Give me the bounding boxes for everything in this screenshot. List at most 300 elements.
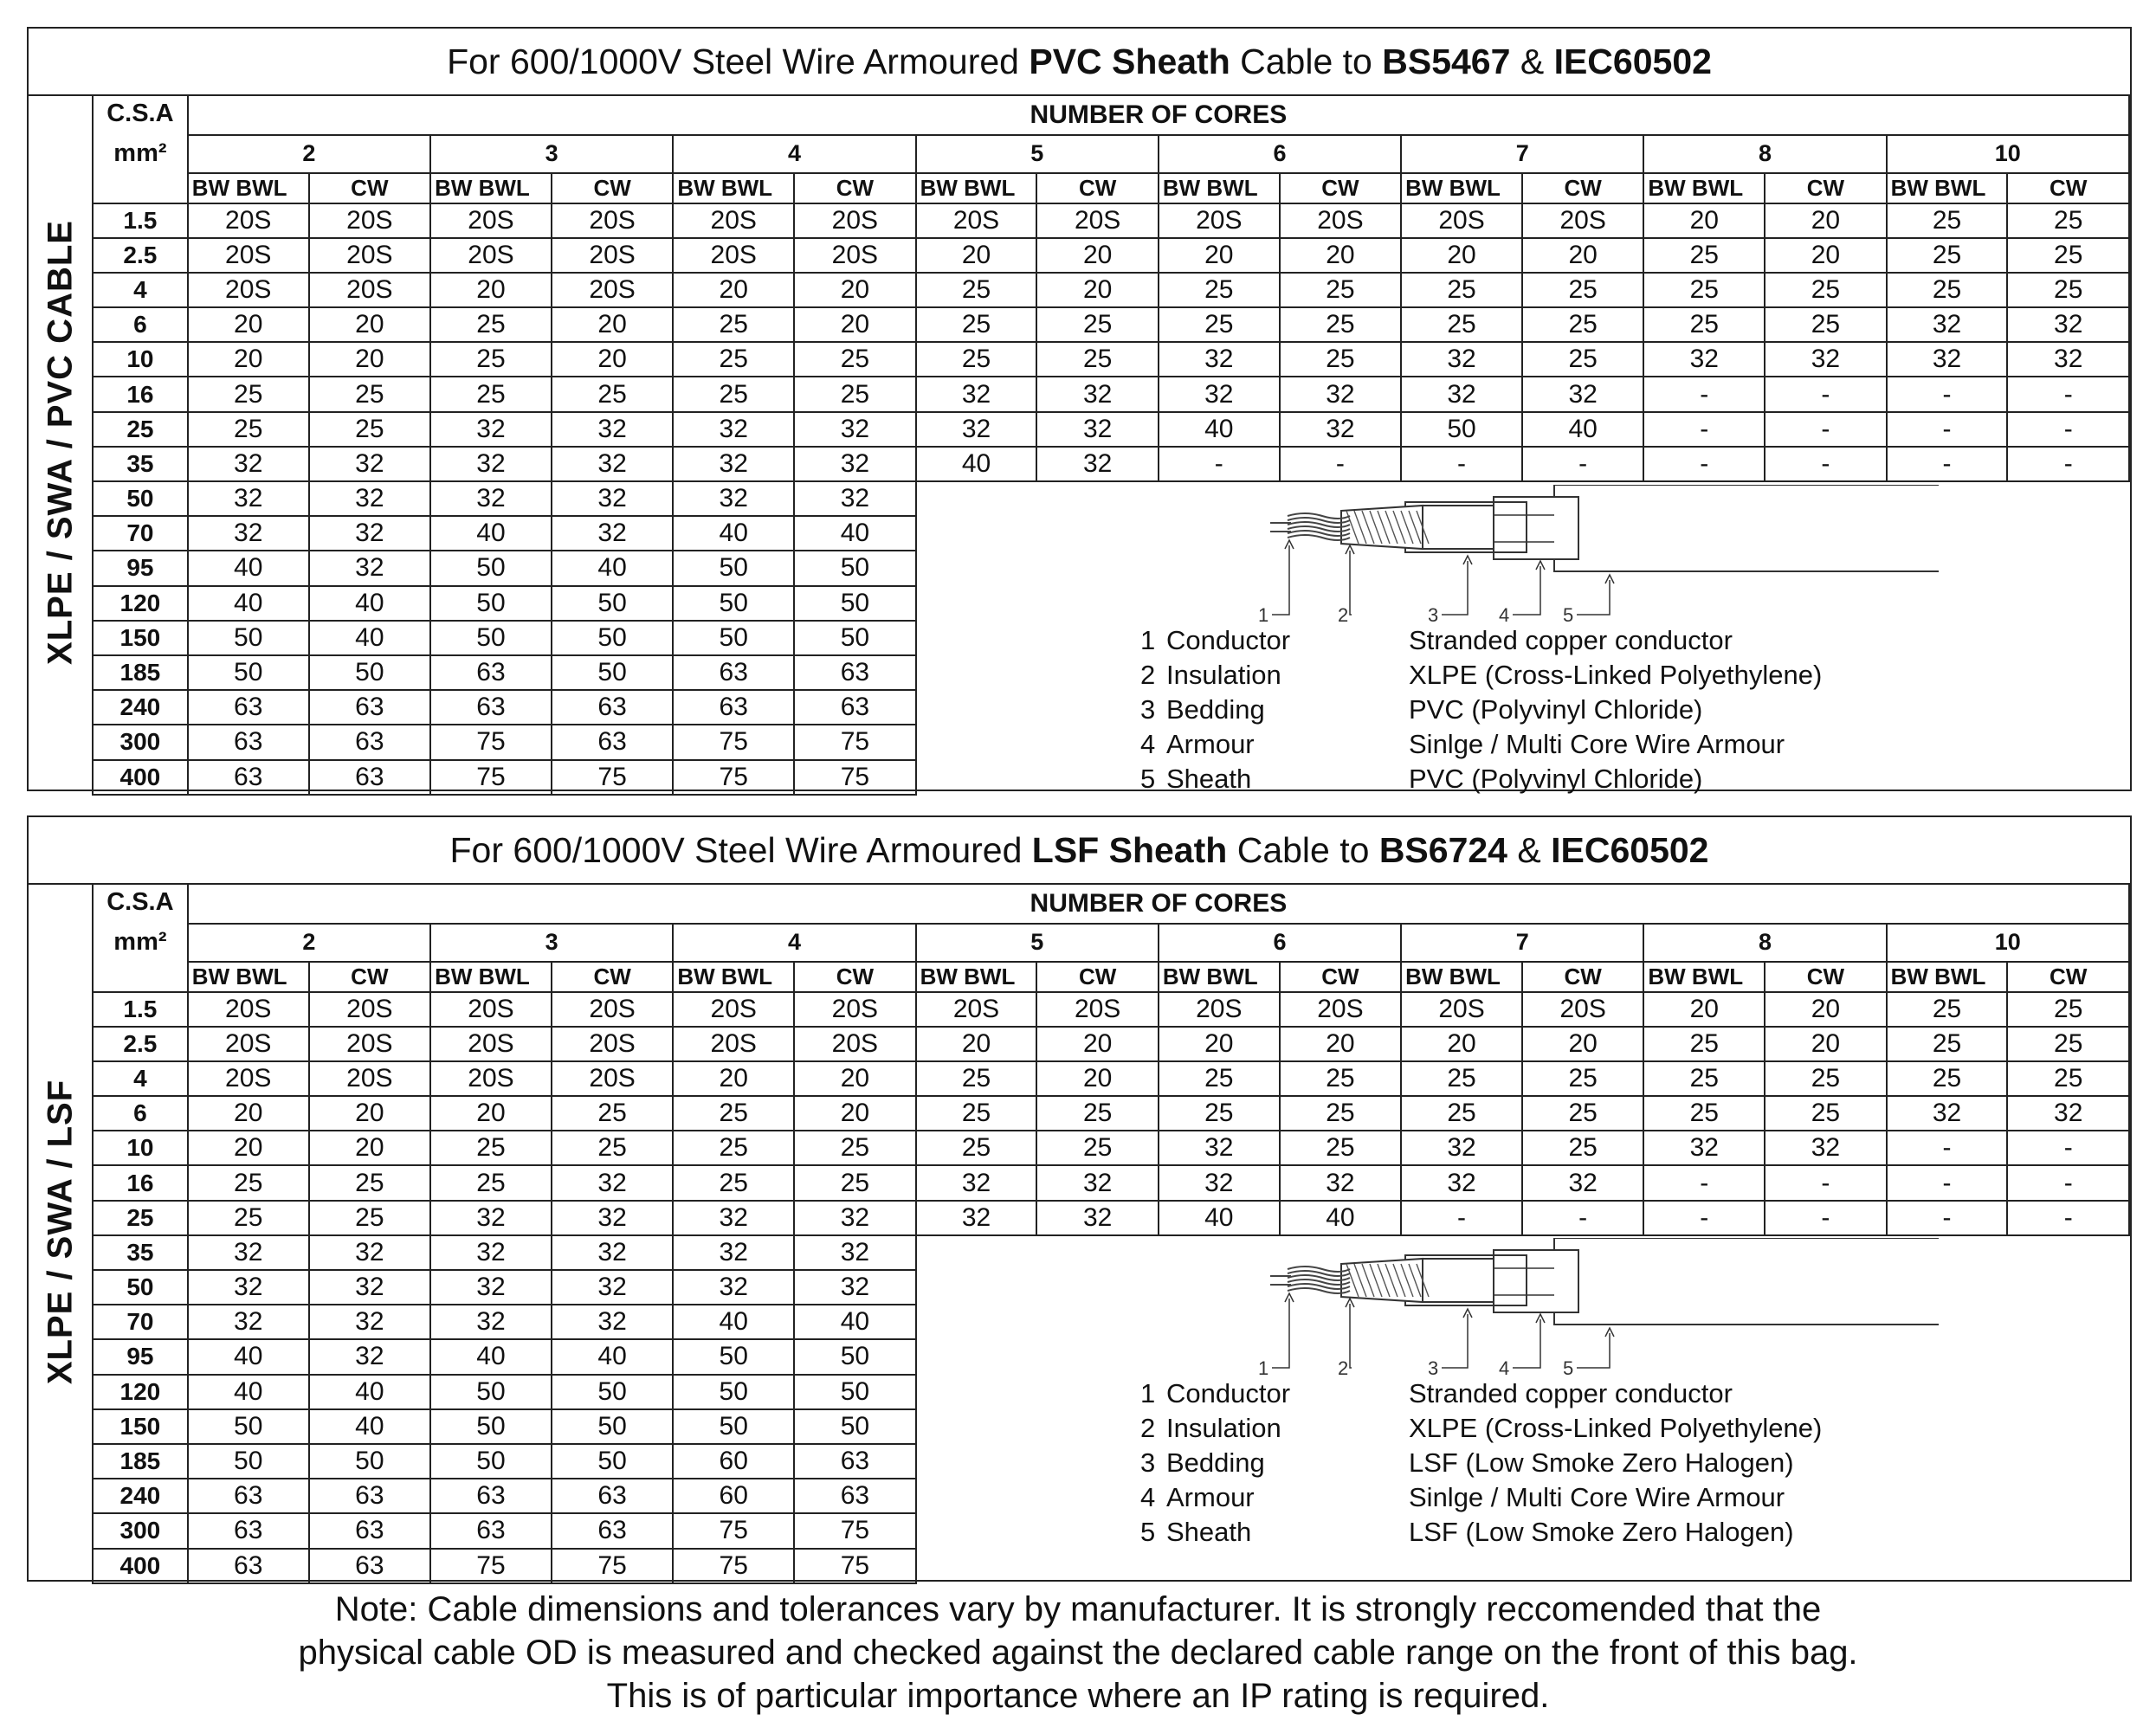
csa-value: 6 — [93, 1096, 188, 1131]
gland-size-cell: 40 — [188, 1339, 309, 1374]
gland-type-header: BW BWL — [188, 173, 309, 203]
gland-size-cell: 32 — [309, 551, 430, 585]
bedding-shape — [1423, 1259, 1494, 1302]
gland-size-cell: 50 — [188, 1409, 309, 1444]
gland-size-cell: 20S — [673, 1027, 794, 1061]
legend-part: Armour — [1166, 1482, 1255, 1513]
callout-number: 1 — [1258, 1357, 1269, 1380]
gland-size-cell: 32 — [430, 1201, 552, 1235]
gland-size-cell: 20 — [1643, 992, 1765, 1027]
gland-size-cell: 25 — [916, 342, 1037, 377]
gland-size-cell: 40 — [552, 551, 673, 585]
sheath-shape — [1554, 1238, 1939, 1325]
gland-size-cell: 75 — [430, 760, 552, 795]
gland-size-cell: 20 — [794, 307, 915, 342]
gland-type-header: BW BWL — [430, 173, 552, 203]
gland-size-cell: 40 — [1280, 1201, 1401, 1235]
gland-type-header: CW — [309, 173, 430, 203]
gland-type-header: CW — [1522, 962, 1643, 992]
csa-value: 240 — [93, 1479, 188, 1513]
gland-size-cell: 63 — [794, 1479, 915, 1513]
gland-size-cell: 32 — [916, 377, 1037, 411]
cable-type-label — [29, 883, 94, 1580]
gland-size-cell: 75 — [794, 1549, 915, 1583]
csa-value: 185 — [93, 655, 188, 690]
gland-size-cell: 25 — [673, 342, 794, 377]
gland-size-cell: 20S — [1401, 992, 1522, 1027]
legend-description: LSF (Low Smoke Zero Halogen) — [1409, 1447, 1794, 1479]
core-count: 10 — [1887, 924, 2129, 962]
callout-number: 3 — [1428, 603, 1439, 626]
legend-part: Bedding — [1166, 1447, 1265, 1479]
legend-row — [1140, 1411, 1822, 1446]
csa-value: 150 — [93, 1409, 188, 1444]
gland-size-cell: 20 — [1401, 238, 1522, 273]
gland-size-cell: 40 — [552, 1339, 673, 1374]
gland-size-cell: - — [1643, 447, 1765, 481]
gland-size-cell: 40 — [794, 1305, 915, 1339]
table-row — [93, 1165, 2129, 1200]
core-count: 8 — [1643, 924, 1886, 962]
gland-size-cell: 20 — [1280, 1027, 1401, 1061]
gland-size-cell: 32 — [916, 412, 1037, 447]
gland-size-cell: 32 — [552, 516, 673, 551]
gland-size-grid — [92, 883, 2130, 1580]
gland-size-cell: - — [2007, 377, 2129, 411]
gland-size-cell: 32 — [1036, 447, 1158, 481]
gland-size-cell: 20S — [552, 1027, 673, 1061]
gland-size-cell: 32 — [309, 1305, 430, 1339]
gland-size-cell: 50 — [552, 1444, 673, 1479]
core-count: 10 — [1887, 135, 2129, 173]
gland-type-header: BW BWL — [1643, 173, 1765, 203]
legend-description: LSF (Low Smoke Zero Halogen) — [1409, 1517, 1794, 1548]
gland-size-cell: 25 — [1280, 273, 1401, 307]
gland-size-cell: 32 — [430, 1235, 552, 1270]
legend-description: Sinlge / Multi Core Wire Armour — [1409, 728, 1785, 759]
gland-size-cell: 25 — [1522, 307, 1643, 342]
gland-size-cell: 50 — [552, 1409, 673, 1444]
gland-size-cell: 20 — [1159, 1027, 1280, 1061]
gland-size-cell: 63 — [188, 760, 309, 795]
table-row — [93, 1027, 2129, 1061]
gland-size-cell: 32 — [1522, 377, 1643, 411]
gland-size-cell: 25 — [1765, 1096, 1886, 1131]
legend-number: 4 — [1140, 1482, 1156, 1513]
gland-size-cell: 75 — [552, 1549, 673, 1583]
title-part: PVC Sheath — [1029, 42, 1230, 81]
gland-size-cell: 20S — [188, 1061, 309, 1096]
gland-size-cell: 25 — [188, 1201, 309, 1235]
gland-size-cell: 20 — [309, 1131, 430, 1165]
legend-part: Sheath — [1166, 1517, 1252, 1548]
legend-number: 5 — [1140, 1517, 1156, 1548]
legend-number: 3 — [1140, 693, 1156, 725]
csa-value: 1.5 — [93, 992, 188, 1027]
gland-size-cell: - — [1887, 1131, 2008, 1165]
csa-value: 6 — [93, 307, 188, 342]
gland-size-cell: 20S — [309, 1061, 430, 1096]
gland-size-cell: 40 — [188, 551, 309, 585]
gland-size-cell: 25 — [1887, 238, 2008, 273]
gland-size-cell: 63 — [309, 690, 430, 725]
gland-size-cell: 25 — [1887, 992, 2008, 1027]
gland-size-cell: 75 — [673, 725, 794, 759]
gland-size-cell: 20S — [1280, 203, 1401, 238]
gland-size-cell: - — [1522, 447, 1643, 481]
gland-size-cell: 25 — [1887, 1061, 2008, 1096]
gland-size-cell: 32 — [188, 516, 309, 551]
legend-row — [1140, 623, 1822, 658]
table-row — [93, 1201, 2129, 1235]
gland-size-cell: 20S — [552, 1061, 673, 1096]
gland-type-header: CW — [1036, 962, 1158, 992]
gland-type-header: CW — [794, 173, 915, 203]
gland-size-cell: 63 — [794, 1444, 915, 1479]
legend-row — [1140, 762, 1822, 796]
gland-size-cell: 25 — [1036, 1131, 1158, 1165]
gland-size-cell: 63 — [430, 655, 552, 690]
gland-size-cell: 50 — [673, 621, 794, 655]
gland-size-cell: 32 — [2007, 1096, 2129, 1131]
gland-size-cell: 50 — [309, 1444, 430, 1479]
gland-size-cell: 20S — [430, 1061, 552, 1096]
gland-size-cell: 25 — [1280, 1096, 1401, 1131]
pvc-sheath-panel — [27, 27, 2132, 794]
gland-size-cell: 32 — [309, 1270, 430, 1305]
gland-size-cell: 25 — [1522, 1061, 1643, 1096]
csa-value: 16 — [93, 1165, 188, 1200]
gland-size-cell: 32 — [1887, 342, 2008, 377]
gland-size-cell: 25 — [1765, 273, 1886, 307]
gland-size-cell: 32 — [794, 1270, 915, 1305]
gland-size-cell: 75 — [794, 725, 915, 759]
gland-size-cell: 32 — [309, 1235, 430, 1270]
table-title — [29, 817, 2130, 885]
gland-size-cell: 40 — [430, 1339, 552, 1374]
gland-type-header: CW — [552, 962, 673, 992]
gland-type-header: BW BWL — [1643, 962, 1765, 992]
gland-size-cell: 25 — [2007, 1061, 2129, 1096]
gland-size-cell: - — [2007, 1165, 2129, 1200]
gland-size-cell: 20S — [430, 203, 552, 238]
gland-size-cell: 20 — [1280, 238, 1401, 273]
gland-size-cell: 20S — [1159, 203, 1280, 238]
gland-size-cell: 32 — [673, 1235, 794, 1270]
gland-size-cell: 32 — [552, 481, 673, 516]
gland-size-cell: 20 — [188, 1096, 309, 1131]
gland-size-cell: 25 — [2007, 238, 2129, 273]
csa-value: 4 — [93, 1061, 188, 1096]
mm-header: mm² — [93, 924, 188, 962]
gland-size-cell: 32 — [1401, 1131, 1522, 1165]
legend-description: Stranded copper conductor — [1409, 624, 1733, 655]
gland-size-cell: 75 — [673, 1549, 794, 1583]
gland-size-cell: 63 — [309, 760, 430, 795]
gland-size-cell: - — [1887, 447, 2008, 481]
gland-type-header: CW — [1280, 173, 1401, 203]
gland-size-cell: 50 — [673, 1375, 794, 1409]
core-count: 4 — [673, 924, 915, 962]
gland-size-cell: 50 — [794, 1339, 915, 1374]
gland-size-cell: - — [2007, 1131, 2129, 1165]
gland-size-cell: 20S — [794, 203, 915, 238]
legend-part: Conductor — [1166, 1378, 1291, 1409]
gland-type-header: BW BWL — [1887, 962, 2008, 992]
title-part: & — [1510, 42, 1554, 81]
gland-size-cell: 20S — [430, 992, 552, 1027]
csa-value: 4 — [93, 273, 188, 307]
csa-value: 2.5 — [93, 1027, 188, 1061]
gland-size-cell: 20 — [1522, 238, 1643, 273]
gland-size-cell: 25 — [1887, 203, 2008, 238]
gland-size-cell: 32 — [794, 1201, 915, 1235]
gland-size-cell: 25 — [1401, 1096, 1522, 1131]
gland-size-cell: 32 — [673, 1270, 794, 1305]
gland-size-cell: 20S — [794, 992, 915, 1027]
callout-line — [1442, 561, 1468, 615]
gland-size-cell: 75 — [552, 760, 673, 795]
gland-size-cell: 25 — [1643, 273, 1765, 307]
gland-size-cell: 20 — [430, 1096, 552, 1131]
legend-part: Insulation — [1166, 659, 1281, 690]
gland-size-cell: 50 — [794, 586, 915, 621]
gland-size-cell: 20 — [309, 1096, 430, 1131]
gland-size-cell: 63 — [430, 1479, 552, 1513]
gland-size-cell: 32 — [309, 1339, 430, 1374]
gland-size-cell: 63 — [794, 655, 915, 690]
gland-size-cell: 32 — [1280, 412, 1401, 447]
gland-size-cell: 20S — [1522, 992, 1643, 1027]
gland-size-cell: 75 — [430, 725, 552, 759]
title-part: For 600/1000V Steel Wire Armoured — [449, 830, 1032, 870]
gland-size-cell: 20 — [1522, 1027, 1643, 1061]
gland-size-cell: 32 — [1643, 342, 1765, 377]
gland-size-cell: 40 — [673, 1305, 794, 1339]
gland-type-header: CW — [309, 962, 430, 992]
gland-size-cell: - — [1401, 447, 1522, 481]
callout-line — [1350, 551, 1352, 615]
csa-value: 1.5 — [93, 203, 188, 238]
gland-size-cell: 20 — [188, 342, 309, 377]
gland-size-cell: 50 — [794, 621, 915, 655]
csa-value: 25 — [93, 412, 188, 447]
gland-size-cell: 50 — [794, 1375, 915, 1409]
gland-size-cell: 32 — [1159, 342, 1280, 377]
gland-size-cell: - — [1887, 1201, 2008, 1235]
gland-size-cell: 40 — [188, 586, 309, 621]
gland-size-cell: 32 — [673, 1201, 794, 1235]
csa-value: 35 — [93, 1235, 188, 1270]
gland-size-cell: 25 — [1643, 1061, 1765, 1096]
gland-type-header: BW BWL — [1401, 962, 1522, 992]
table-row — [93, 447, 2129, 481]
gland-size-cell: 25 — [430, 1165, 552, 1200]
gland-size-cell: 20 — [673, 1061, 794, 1096]
gland-size-cell: 32 — [188, 447, 309, 481]
gland-type-header: BW BWL — [1159, 173, 1280, 203]
gland-size-cell: 25 — [673, 1165, 794, 1200]
gland-size-cell: 50 — [673, 586, 794, 621]
gland-type-header: BW BWL — [916, 962, 1037, 992]
gland-size-cell: 40 — [430, 516, 552, 551]
gland-size-cell: 20 — [1765, 992, 1886, 1027]
gland-size-cell: 32 — [1036, 377, 1158, 411]
legend-row — [1140, 1515, 1822, 1550]
legend-number: 1 — [1140, 1378, 1156, 1409]
gland-size-cell: 75 — [794, 1513, 915, 1548]
gland-size-cell: 20 — [916, 238, 1037, 273]
gland-size-cell: 20S — [188, 1027, 309, 1061]
gland-size-cell: 25 — [1280, 1061, 1401, 1096]
table-row — [93, 238, 2129, 273]
legend-description: PVC (Polyvinyl Chloride) — [1409, 693, 1703, 725]
gland-type-header: CW — [1765, 173, 1886, 203]
gland-size-cell: 20S — [430, 1027, 552, 1061]
gland-size-cell: 32 — [1401, 1165, 1522, 1200]
gland-type-header: CW — [1280, 962, 1401, 992]
core-count: 3 — [430, 924, 673, 962]
gland-size-cell: 25 — [1159, 307, 1280, 342]
gland-size-cell: 20 — [794, 1061, 915, 1096]
gland-size-cell: 40 — [309, 621, 430, 655]
csa-value: 50 — [93, 481, 188, 516]
callout-line — [1577, 1333, 1610, 1368]
table-row — [93, 203, 2129, 238]
gland-size-cell: 25 — [1036, 342, 1158, 377]
gland-size-cell: 63 — [430, 690, 552, 725]
gland-size-cell: 20S — [309, 1027, 430, 1061]
core-count: 5 — [916, 924, 1159, 962]
csa-value: 120 — [93, 586, 188, 621]
csa-spacer — [93, 173, 188, 203]
legend-number: 3 — [1140, 1447, 1156, 1479]
legend-row — [1140, 693, 1822, 727]
core-count: 7 — [1401, 135, 1643, 173]
gland-size-cell: 32 — [430, 447, 552, 481]
gland-size-cell: 25 — [916, 273, 1037, 307]
gland-size-cell: 20 — [1765, 238, 1886, 273]
gland-size-cell: 50 — [430, 551, 552, 585]
gland-size-cell: 20S — [1280, 992, 1401, 1027]
gland-type-header: CW — [2007, 173, 2129, 203]
gland-size-cell: 63 — [309, 1549, 430, 1583]
gland-size-cell: 75 — [673, 760, 794, 795]
gland-size-cell: 25 — [916, 1096, 1037, 1131]
gland-size-cell: 50 — [673, 551, 794, 585]
sheath-shape — [1554, 485, 1939, 571]
core-count: 3 — [430, 135, 673, 173]
gland-size-cell: 32 — [1887, 307, 2008, 342]
gland-size-cell: 25 — [673, 1096, 794, 1131]
gland-size-cell: 25 — [916, 1131, 1037, 1165]
gland-size-cell: 20S — [552, 238, 673, 273]
table-row — [93, 1096, 2129, 1131]
gland-size-cell: 50 — [552, 621, 673, 655]
gland-size-cell: 63 — [188, 1479, 309, 1513]
gland-size-cell: 32 — [552, 1165, 673, 1200]
gland-size-cell: 25 — [1159, 273, 1280, 307]
gland-size-cell: 25 — [552, 377, 673, 411]
legend-row — [1140, 727, 1822, 762]
gland-size-cell: 20S — [1522, 203, 1643, 238]
gland-size-cell: 20S — [1401, 203, 1522, 238]
gland-size-cell: 63 — [188, 725, 309, 759]
gland-size-cell: 32 — [794, 481, 915, 516]
cable-diagram — [1090, 1238, 1939, 1385]
gland-size-cell: 20S — [188, 992, 309, 1027]
callout-line — [1513, 1319, 1540, 1368]
gland-size-cell: 32 — [552, 1201, 673, 1235]
gland-size-cell: - — [1765, 1165, 1886, 1200]
legend-row — [1140, 658, 1822, 693]
legend-part: Armour — [1166, 728, 1255, 759]
gland-size-cell: 20 — [309, 307, 430, 342]
table-row — [93, 273, 2129, 307]
table-row — [93, 307, 2129, 342]
csa-value: 185 — [93, 1444, 188, 1479]
gland-size-cell: 25 — [188, 377, 309, 411]
gland-size-table — [92, 883, 2130, 1584]
gland-size-cell: 50 — [552, 1375, 673, 1409]
gland-size-cell: 32 — [430, 412, 552, 447]
gland-size-cell: 63 — [188, 1513, 309, 1548]
gland-size-cell: 75 — [430, 1549, 552, 1583]
gland-size-cell: 50 — [673, 1339, 794, 1374]
csa-header: C.S.A — [93, 95, 188, 135]
gland-size-cell: 25 — [1401, 273, 1522, 307]
gland-size-cell: 63 — [188, 690, 309, 725]
gland-size-cell: 32 — [552, 447, 673, 481]
gland-size-cell: 25 — [916, 307, 1037, 342]
gland-size-cell: 32 — [1036, 1165, 1158, 1200]
gland-size-cell: 40 — [1159, 412, 1280, 447]
title-part: LSF Sheath — [1031, 830, 1228, 870]
cable-type-label — [29, 94, 94, 790]
gland-size-cell: 25 — [309, 1201, 430, 1235]
gland-size-cell: 25 — [1522, 1131, 1643, 1165]
gland-size-cell: 25 — [1887, 273, 2008, 307]
gland-size-cell: 63 — [188, 1549, 309, 1583]
bedding-shape — [1423, 506, 1494, 549]
csa-value: 2.5 — [93, 238, 188, 273]
legend-part: Bedding — [1166, 693, 1265, 725]
gland-size-cell: 25 — [1643, 238, 1765, 273]
gland-size-cell: 20 — [673, 273, 794, 307]
core-count: 6 — [1159, 135, 1401, 173]
core-count: 2 — [188, 135, 430, 173]
gland-size-cell: 25 — [1280, 307, 1401, 342]
gland-size-cell: 20 — [1765, 1027, 1886, 1061]
core-count: 4 — [673, 135, 915, 173]
table-row — [93, 342, 2129, 377]
gland-size-cell: 20S — [188, 203, 309, 238]
gland-size-cell: 20S — [188, 273, 309, 307]
table-title — [29, 29, 2130, 96]
legend-description: Stranded copper conductor — [1409, 1378, 1733, 1409]
legend-description: XLPE (Cross-Linked Polyethylene) — [1409, 659, 1823, 690]
mm-header: mm² — [93, 135, 188, 173]
gland-size-cell: 25 — [1280, 342, 1401, 377]
gland-size-cell: 50 — [552, 655, 673, 690]
gland-size-cell: 50 — [430, 1375, 552, 1409]
core-count: 7 — [1401, 924, 1643, 962]
gland-size-cell: 32 — [552, 1270, 673, 1305]
gland-type-header: BW BWL — [430, 962, 552, 992]
gland-size-cell: 32 — [188, 1270, 309, 1305]
gland-size-cell: 20S — [552, 273, 673, 307]
csa-value: 10 — [93, 1131, 188, 1165]
